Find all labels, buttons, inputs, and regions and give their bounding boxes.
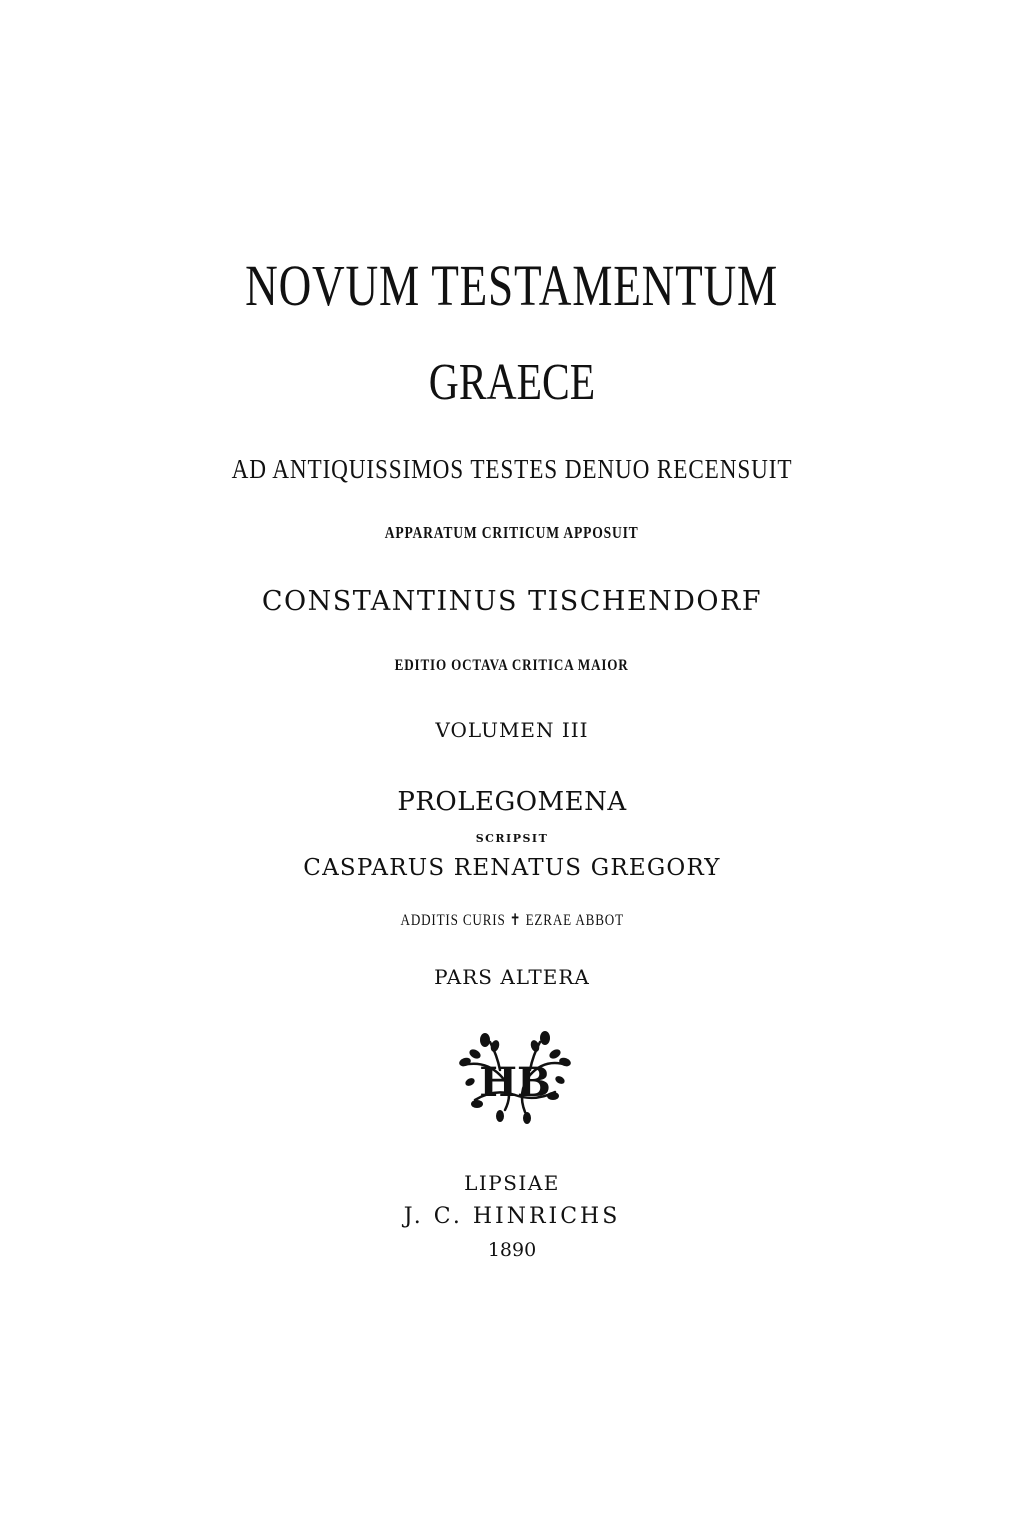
recension-line bbox=[0, 452, 1024, 487]
publication-year: 1890 bbox=[487, 1239, 537, 1261]
book-title bbox=[0, 250, 1024, 321]
leaf-monogram-icon bbox=[455, 1030, 575, 1125]
svg-text:HB: HB bbox=[479, 1059, 551, 1106]
printer-monogram-icon bbox=[455, 1030, 575, 1125]
edition-line bbox=[0, 654, 1024, 677]
additions-line bbox=[0, 909, 1024, 932]
book-subtitle-text: GRAECE bbox=[428, 354, 596, 411]
section-title: PROLEGOMENA bbox=[397, 787, 627, 817]
author-name: CASPARUS RENATUS GREGORY bbox=[303, 855, 721, 881]
recension-text: AD ANTIQUISSIMOS TESTES DENUO RECENSUIT bbox=[231, 454, 793, 484]
publisher-name: J. C. HINRICHS bbox=[403, 1204, 621, 1229]
book-subtitle bbox=[0, 350, 1024, 415]
edition-text: EDITIO OCTAVA CRITICA MAIOR bbox=[395, 657, 629, 674]
editor-name: CONSTANTINUS TISCHENDORF bbox=[261, 586, 763, 617]
volume-line: VOLUMEN III bbox=[435, 718, 589, 742]
apparatus-text: APPARATUM CRITICUM APPOSUIT bbox=[385, 523, 639, 542]
part-line: PARS ALTERA bbox=[434, 965, 590, 989]
book-title-text: NOVUM TESTAMENTUM bbox=[245, 253, 779, 318]
apparatus-line bbox=[0, 522, 1024, 544]
place-of-publication: LIPSIAE bbox=[464, 1171, 560, 1195]
additions-text: ADDITIS CURIS ✝ EZRAE ABBOT bbox=[400, 912, 624, 929]
scripsit-label: SCRIPSIT bbox=[475, 832, 549, 845]
